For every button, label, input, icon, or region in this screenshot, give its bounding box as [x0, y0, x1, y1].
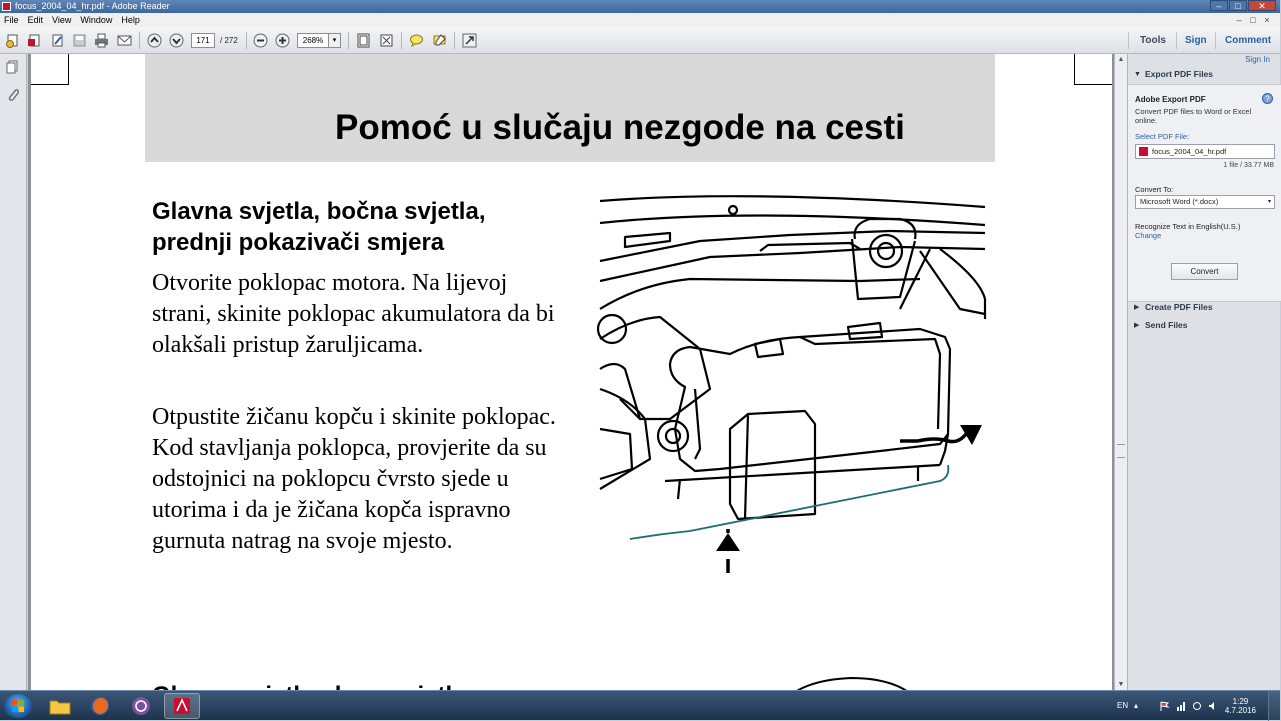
full-screen-button[interactable]	[378, 32, 395, 49]
vertical-scrollbar[interactable]	[1114, 54, 1127, 690]
print-button[interactable]	[93, 32, 110, 49]
scroll-down-arrow[interactable]: ▼	[1117, 681, 1125, 688]
doc-minimize-button[interactable]: –	[1236, 15, 1242, 25]
convert-to-label: Convert To:	[1135, 185, 1174, 194]
sync-icon[interactable]	[1192, 701, 1202, 711]
export-pdf-panel	[1128, 84, 1281, 302]
speaker-icon[interactable]	[1208, 701, 1218, 711]
menu-bar	[0, 13, 1280, 27]
export-description: Convert PDF files to Word or Excel online.	[1135, 107, 1252, 125]
create-pdf-button[interactable]	[4, 32, 21, 49]
zoom-in-button[interactable]	[274, 32, 291, 49]
change-language-link[interactable]: Change	[1135, 231, 1162, 240]
scrollbar-grip[interactable]	[1117, 444, 1125, 458]
print-icon	[94, 33, 109, 48]
dropdown-arrow-icon: ▾	[1267, 199, 1271, 205]
arrow-down-icon	[169, 33, 184, 48]
help-icon[interactable]	[1262, 93, 1273, 104]
open-button[interactable]	[26, 32, 43, 49]
expand-icon	[462, 33, 477, 48]
sign-pane-button[interactable]: Sign	[1185, 35, 1207, 46]
action-center-flag-icon[interactable]	[1160, 701, 1170, 711]
convert-format-select[interactable]	[1135, 195, 1275, 209]
menu-edit[interactable]: Edit	[27, 15, 44, 25]
zoom-in-icon	[275, 33, 290, 48]
page-number-input[interactable]: 171	[191, 33, 215, 48]
zoom-dropdown-button[interactable]: ▾	[329, 33, 341, 48]
convert-format-value: Microsoft Word (*.docx)	[1140, 197, 1219, 206]
maximize-button[interactable]: □	[1229, 0, 1247, 11]
collapsed-triangle-icon: ▶	[1134, 322, 1140, 329]
page-title: Pomoć u slučaju nezgode na cesti	[335, 108, 905, 147]
save-icon	[72, 33, 87, 48]
page-total: / 272	[220, 36, 238, 45]
sign-in-link[interactable]: Sign In	[1245, 55, 1270, 64]
adobe-reader-app-icon	[2, 2, 11, 11]
scroll-up-arrow[interactable]: ▲	[1117, 56, 1125, 63]
firefox-icon	[90, 696, 110, 716]
folder-icon	[49, 697, 71, 715]
network-icon[interactable]	[1176, 701, 1186, 711]
arrow-up-icon	[147, 33, 162, 48]
pdf-file-icon	[1139, 147, 1148, 156]
create-pdf-section-label: Create PDF Files	[1145, 302, 1213, 312]
previous-page-button[interactable]	[146, 32, 163, 49]
menu-file[interactable]: File	[4, 15, 19, 25]
toolbar-separator	[246, 32, 247, 49]
title-bar	[0, 0, 1280, 13]
convert-button[interactable]: Convert	[1171, 263, 1238, 280]
tools-pane	[1127, 54, 1280, 690]
window-title: focus_2004_04_hr.pdf - Adobe Reader	[15, 1, 170, 11]
navigation-pane	[0, 54, 27, 690]
toolbar-separator	[139, 32, 140, 49]
windows-logo-icon	[11, 699, 25, 713]
toolbar-separator	[401, 32, 402, 49]
email-icon	[117, 33, 132, 48]
notification-area	[1160, 691, 1218, 721]
tray-icons	[1134, 691, 1138, 721]
doc-close-button[interactable]: ×	[1264, 15, 1270, 25]
doc-restore-button[interactable]: □	[1250, 15, 1256, 25]
comment-bubble-icon	[409, 33, 424, 48]
clock-date: 4.7.2016	[1224, 706, 1256, 715]
menu-window[interactable]: Window	[80, 15, 113, 25]
expanded-triangle-icon: ▼	[1134, 71, 1141, 78]
next-page-button[interactable]	[168, 32, 185, 49]
page-thumbnails-icon	[6, 60, 20, 74]
create-pdf-section-header[interactable]	[1128, 299, 1281, 316]
show-desktop-button[interactable]	[1268, 691, 1280, 721]
comment-pane-button[interactable]: Comment	[1225, 35, 1272, 46]
close-button[interactable]: ✕	[1248, 0, 1276, 11]
svg-text:?: ?	[1265, 94, 1270, 104]
menu-help[interactable]: Help	[121, 15, 140, 25]
open-file-icon	[27, 33, 42, 48]
taskbar-viber[interactable]	[123, 693, 159, 719]
edit-document-icon	[50, 33, 65, 48]
toolbar-separator	[454, 32, 455, 49]
paperclip-icon	[6, 88, 20, 102]
window-controls	[1209, 0, 1276, 13]
highlight-icon	[432, 33, 447, 48]
crop-mark	[31, 54, 69, 85]
send-files-section-label: Send Files	[1145, 320, 1188, 330]
sticky-note-button[interactable]	[408, 32, 425, 49]
paragraph-instructions-2: Otpustite žičanu kopču i skinite poklopac. Kod stavljanja poklopca, provjerite da su odstojnici na poklopcu čvrsto sjede u utorima i da je žičana kopča ispravno gurnuta natrag na svoje mjesto.	[152, 404, 556, 554]
expand-tray-icon[interactable]: ▴	[1134, 701, 1139, 710]
section-heading: Glavna svjetla, bočna svjetla, prednji pokazivači smjera	[152, 198, 486, 256]
attachments-button[interactable]	[5, 87, 21, 103]
menu-view[interactable]: View	[52, 15, 72, 25]
headlamp-cover-illustration	[600, 189, 988, 561]
viber-icon	[131, 696, 151, 716]
export-pdf-section-label: Export PDF Files	[1145, 69, 1214, 79]
toolbar-separator	[348, 32, 349, 49]
fit-page-icon	[356, 33, 371, 48]
edit-button[interactable]	[49, 32, 66, 49]
email-button[interactable]	[116, 32, 133, 49]
recognize-text-label: Recognize Text in English(U.S.)	[1135, 222, 1241, 231]
clock-time: 1:29	[1232, 697, 1249, 706]
minimize-button[interactable]: –	[1210, 0, 1228, 11]
start-button[interactable]	[4, 694, 32, 718]
fit-page-button[interactable]	[355, 32, 372, 49]
highlight-button[interactable]	[431, 32, 448, 49]
paragraph-instructions-1: Otvorite poklopac motora. Na lijevoj strani, skinite poklopac akumulatora da bi olakšali pristup žaruljicama.	[152, 270, 555, 358]
file-size-info: 1 file / 33.77 MB	[1223, 162, 1274, 169]
pdf-page	[31, 54, 1112, 690]
toolbar-separator	[1215, 32, 1216, 49]
taskbar-firefox[interactable]	[82, 693, 118, 719]
crop-mark	[1074, 54, 1112, 85]
collapsed-triangle-icon: ▶	[1134, 304, 1140, 311]
zoom-out-icon	[253, 33, 268, 48]
send-files-section-header[interactable]	[1128, 317, 1281, 334]
expand-button[interactable]	[461, 32, 478, 49]
save-button[interactable]	[71, 32, 88, 49]
zoom-level-input[interactable]: 268%	[297, 33, 329, 48]
taskbar-adobe-reader[interactable]	[164, 693, 200, 719]
document-viewer[interactable]	[28, 54, 1114, 690]
toolbar-separator	[1176, 32, 1177, 49]
page-thumbnails-button[interactable]	[5, 59, 21, 75]
windows-taskbar	[0, 690, 1280, 720]
zoom-out-button[interactable]	[252, 32, 269, 49]
selected-file-name: focus_2004_04_hr.pdf	[1152, 147, 1227, 156]
document-window-controls	[1232, 13, 1274, 27]
export-title: Adobe Export PDF	[1135, 95, 1206, 104]
select-file-label: Select PDF File:	[1135, 132, 1190, 141]
create-pdf-icon	[5, 33, 20, 48]
taskbar-explorer[interactable]	[42, 693, 78, 719]
system-clock[interactable]	[1225, 697, 1256, 715]
adobe-reader-icon	[172, 696, 192, 716]
toolbar	[0, 27, 1280, 54]
toolbar-separator	[1128, 32, 1129, 49]
tools-pane-button[interactable]: Tools	[1140, 35, 1166, 46]
full-screen-icon	[379, 33, 394, 48]
export-pdf-section-header[interactable]	[1128, 66, 1281, 83]
language-indicator[interactable]: EN	[1117, 701, 1129, 710]
selected-file-field[interactable]	[1135, 144, 1275, 159]
